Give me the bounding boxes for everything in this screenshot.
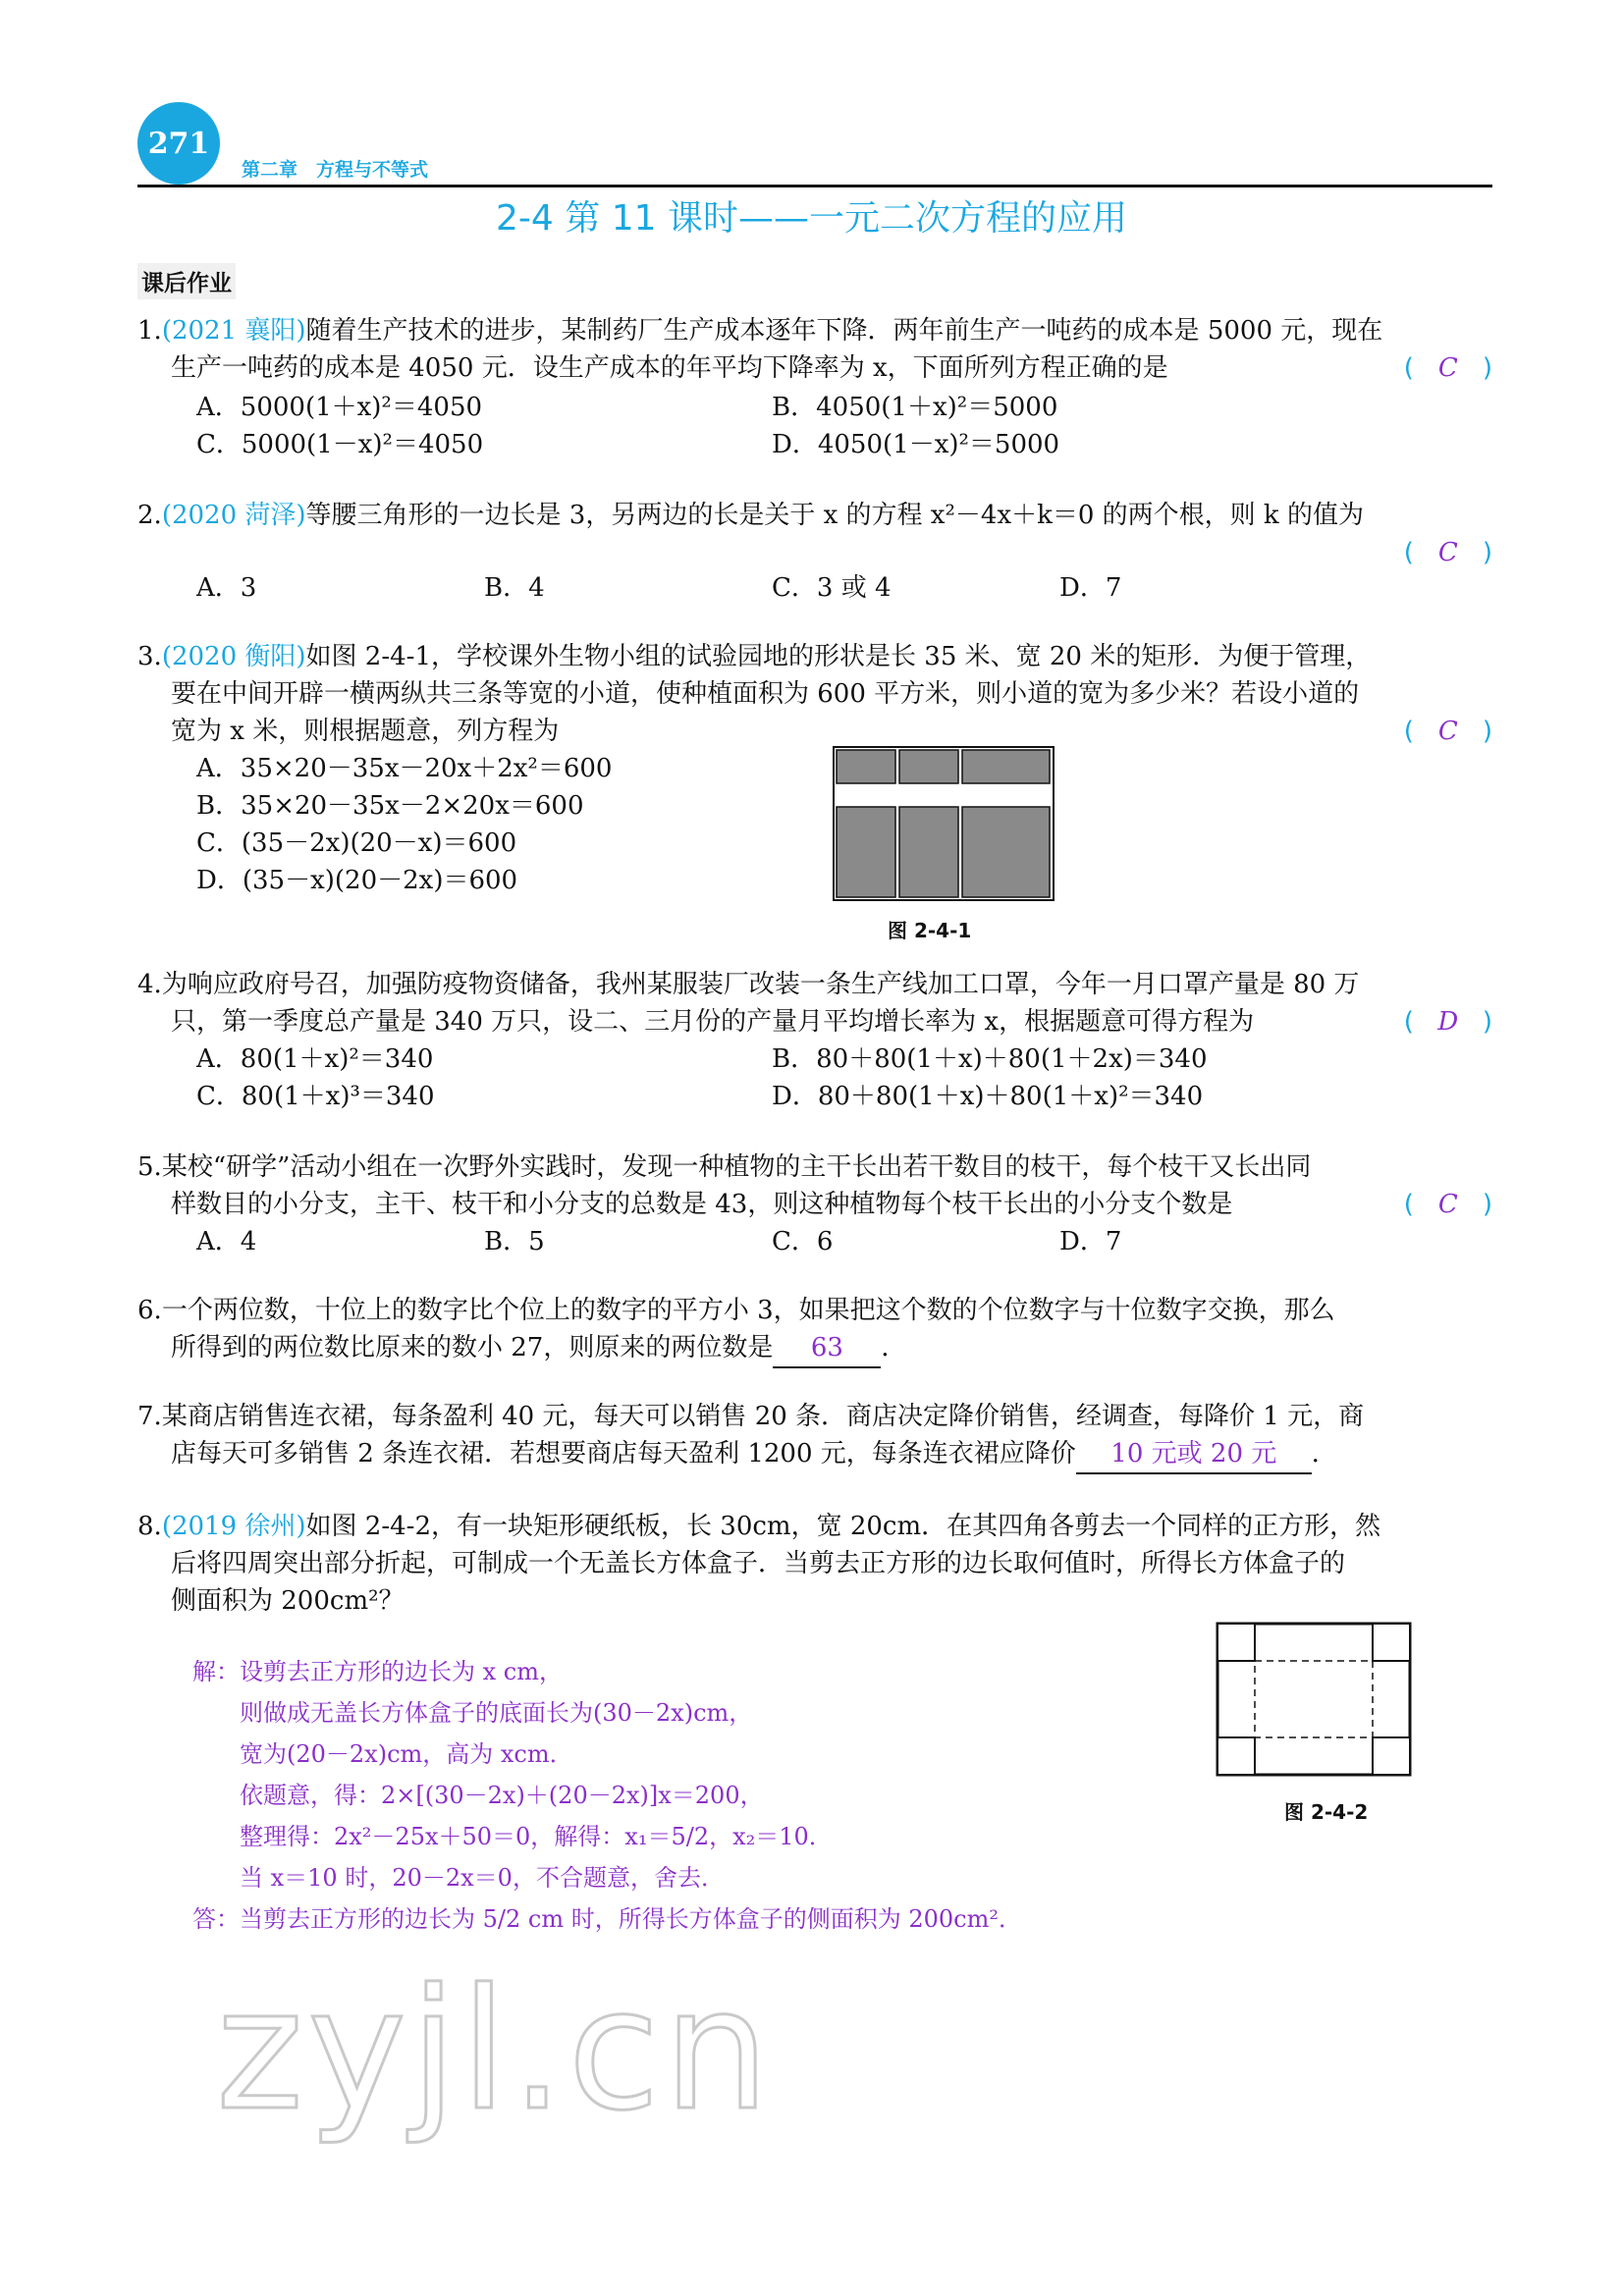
question-7 [137, 1398, 1492, 1474]
question-text: 宽为 x 米，则根据题意，列方程为 [171, 717, 560, 746]
question-text: 后将四周突出部分折起，可制成一个无盖长方体盒子．当剪去正方形的边长取何值时，所得长方体盒子的 [171, 1549, 1346, 1578]
question-text: 随着生产技术的进步，某制药厂生产成本逐年下降．两年前生产一吨药的成本是 5000 元，现在 [305, 316, 1383, 346]
option: D．(35－x)(20－2x)＝600 [196, 866, 518, 895]
solution-line: 整理得：2x²－25x＋50＝0，解得：x₁＝5/2，x₂＝10． [240, 1823, 833, 1850]
question-text: 要在中间开辟一横两纵共三条等宽的小道，使种植面积为 600 平方米，则小道的宽为多少米？若设小道的 [171, 679, 1360, 709]
option: B．80＋80(1＋x)＋80(1＋2x)＝340 [772, 1044, 1208, 1074]
question-3 [137, 638, 1492, 750]
question-number: 5. [137, 1152, 162, 1182]
option: D．7 [1059, 573, 1122, 603]
question-text: 如图 2-4-2，有一块矩形硬纸板，长 30cm，宽 20cm．在其四角各剪去一个同样的正方形，然 [305, 1512, 1381, 1541]
solution-line: 依题意，得：2×[(30－2x)＋(20－2x)]x＝200， [240, 1782, 764, 1809]
answer-choice: C [1437, 717, 1458, 746]
option: A．35×20－35x－20x＋2x²＝600 [196, 754, 613, 783]
question-number: 3. [137, 642, 162, 671]
answer-choice: C [1437, 1190, 1458, 1219]
option: D．4050(1－x)²＝5000 [772, 430, 1060, 459]
figure-caption: 图 2-4-2 [1284, 1800, 1369, 1824]
solution-answer-line: 答：当剪去正方形的边长为 5/2 cm 时，所得长方体盒子的侧面积为 200cm²． [192, 1905, 1022, 1933]
question-text: 某商店销售连衣裙，每条盈利 40 元，每天可以销售 20 条．商店决定降价销售，经调查，每降价 1 元，商 [161, 1402, 1365, 1431]
option: A．4 [196, 1227, 257, 1256]
chapter-label: 第二章 方程与不等式 [242, 159, 429, 181]
question-2 [137, 497, 1492, 571]
question-number: 1. [137, 316, 162, 346]
page-number-badge: 271 [137, 102, 220, 185]
solution-line: 宽为(20－2x)cm，高为 xcm． [240, 1740, 573, 1768]
header-divider [137, 185, 1492, 187]
section-label: 课后作业 [137, 263, 236, 299]
question-source: (2020 菏泽) [161, 501, 306, 530]
question-1 [137, 312, 1492, 387]
solution-line: 解：设剪去正方形的边长为 x cm， [192, 1658, 563, 1685]
solution-line: 则做成无盖长方体盒子的底面长为(30－2x)cm， [240, 1699, 753, 1727]
punctuation: ． [1311, 1439, 1337, 1468]
question-number: 6. [137, 1296, 162, 1325]
question-text: 只，第一季度总产量是 340 万只，设二、三月份的产量月平均增长率为 x，根据题意可得方程为 [171, 1007, 1255, 1037]
question-source: (2020 衡阳) [161, 642, 306, 671]
question-number: 7. [137, 1402, 162, 1431]
question-text: 某校“研学”活动小组在一次野外实践时，发现一种植物的主干长出若干数目的枝干，每个枝干又长出同 [161, 1152, 1312, 1182]
question-text: 等腰三角形的一边长是 3，另两边的长是关于 x 的方程 x²－4x＋k＝0 的两个根，则 k 的值为 [305, 501, 1364, 530]
option: C．6 [772, 1227, 834, 1256]
cardboard-box-figure [1216, 1622, 1412, 1777]
watermark: zyjl.cn [216, 1953, 774, 2148]
option: A．3 [196, 573, 257, 603]
answer-blank: 10 元或 20 元 [1076, 1435, 1312, 1474]
option: C．5000(1－x)²＝4050 [196, 430, 484, 459]
question-6 [137, 1292, 1492, 1368]
option: C．80(1＋x)³＝340 [196, 1082, 435, 1111]
question-text: 所得到的两位数比原来的数小 27，则原来的两位数是 [171, 1333, 774, 1362]
question-text: 样数目的小分支，主干、枝干和小分支的总数是 43，则这种植物每个枝干长出的小分支个数是 [171, 1190, 1233, 1219]
question-text: 生产一吨药的成本是 4050 元．设生产成本的年平均下降率为 x，下面所列方程正确的是 [171, 353, 1168, 383]
answer-bracket: ( C ) [1404, 349, 1492, 387]
question-5 [137, 1148, 1492, 1223]
question-8 [137, 1508, 1492, 1620]
answer-blank: 63 [773, 1329, 881, 1368]
solution-block [192, 1651, 1022, 1940]
answer-bracket: ( C ) [1404, 713, 1492, 750]
garden-plot-figure [833, 746, 1055, 901]
option: C．3 或 4 [772, 573, 892, 603]
question-text: 如图 2-4-1，学校课外生物小组的试验园地的形状是长 35 米、宽 20 米的矩形．为便于管理， [305, 642, 1372, 671]
question-4 [137, 966, 1492, 1041]
answer-choice: C [1437, 538, 1458, 567]
answer-bracket: ( D ) [1404, 1003, 1492, 1041]
option: B．5 [484, 1227, 545, 1256]
option: A．5000(1＋x)²＝4050 [196, 393, 483, 422]
option: B．4050(1＋x)²＝5000 [772, 393, 1058, 422]
solution-line: 当 x＝10 时，20－2x＝0，不合题意，舍去． [240, 1864, 725, 1892]
option: B．4 [484, 573, 545, 603]
answer-choice: C [1437, 353, 1458, 383]
question-number: 8. [137, 1512, 162, 1541]
punctuation: ． [881, 1333, 907, 1362]
question-source: (2021 襄阳) [161, 316, 306, 346]
answer-bracket: ( C ) [1404, 534, 1492, 571]
question-number: 2. [137, 501, 162, 530]
answer-choice: D [1437, 1007, 1459, 1037]
question-source: (2019 徐州) [161, 1512, 306, 1541]
question-text: 一个两位数，十位上的数字比个位上的数字的平方小 3，如果把这个数的个位数字与十位数字交换，那么 [161, 1296, 1335, 1325]
option: A．80(1＋x)²＝340 [196, 1044, 434, 1074]
option: D．7 [1059, 1227, 1122, 1256]
lesson-title: 2-4 第 11 课时——一元二次方程的应用 [496, 198, 1127, 239]
option: C．(35－2x)(20－x)＝600 [196, 828, 517, 858]
figure-caption: 图 2-4-1 [888, 919, 972, 942]
answer-bracket: ( C ) [1404, 1186, 1492, 1223]
option: D．80＋80(1＋x)＋80(1＋x)²＝340 [772, 1082, 1204, 1111]
question-text: 侧面积为 200cm²？ [171, 1586, 405, 1616]
option: B．35×20－35x－2×20x＝600 [196, 791, 584, 821]
question-text: 店每天可多销售 2 条连衣裙．若想要商店每天盈利 1200 元，每条连衣裙应降价 [171, 1439, 1076, 1468]
question-number: 4. [137, 970, 162, 999]
question-text: 为响应政府号召，加强防疫物资储备，我州某服装厂改装一条生产线加工口罩，今年一月口罩产量是 80 万 [161, 970, 1360, 999]
